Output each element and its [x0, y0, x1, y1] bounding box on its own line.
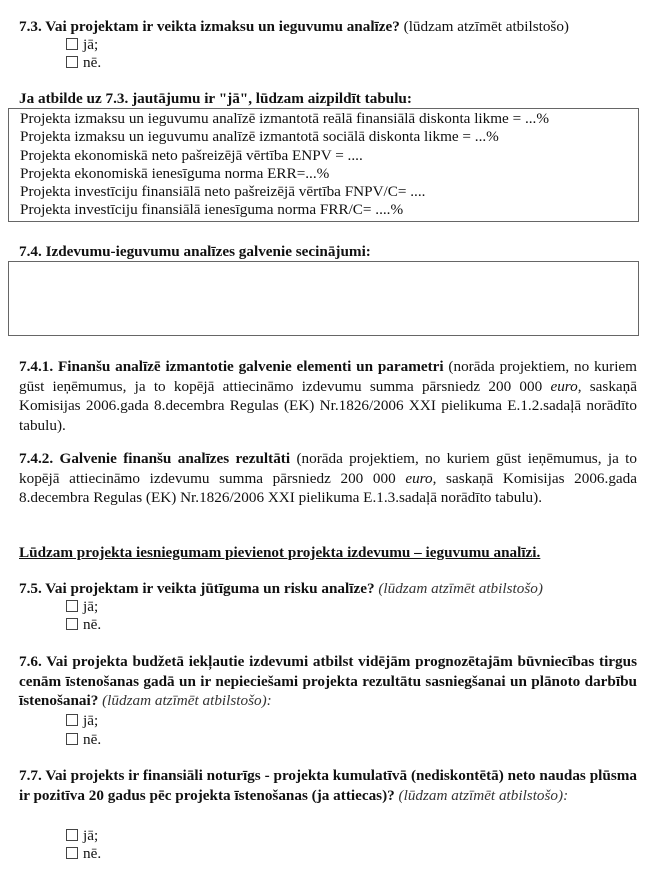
q75-option-no[interactable] — [66, 616, 101, 634]
question-7-5-hint: (lūdzam atzīmēt atbilstošo) — [374, 580, 543, 597]
option-label: jā; — [83, 598, 99, 615]
q76-option-yes[interactable] — [66, 712, 98, 730]
checkbox-icon[interactable] — [66, 829, 78, 841]
option-label: nē. — [83, 616, 102, 633]
section-7-4-1 — [19, 357, 637, 435]
q73-option-yes[interactable] — [66, 36, 98, 54]
checkbox-icon[interactable] — [66, 38, 78, 50]
option-label: nē. — [83, 54, 102, 71]
question-7-3-title: 7.3. Vai projektam ir veikta izmaksu un ieguvumu analīze? — [19, 18, 400, 35]
attach-analysis-notice: Lūdzam projekta iesniegumam pievienot projekta izdevumu – ieguvumu analīzi. — [19, 544, 541, 561]
q76-option-no[interactable] — [66, 731, 101, 749]
table-row[interactable]: Projekta investīciju finansiālā neto pašreizējā vērtība FNPV/C= .... — [20, 183, 426, 201]
question-7-6 — [19, 652, 637, 711]
question-7-3 — [19, 18, 639, 36]
section-7-4-2-text-end: , saskaņā Komisijas 2006.gada 8.decembra Regulas (EK) Nr.1826/2006 XXI pielikuma E.1.3.sadaļā norādīto tabulu). — [19, 469, 637, 506]
section-7-4-1-text: (norāda projektiem, no kuriem gūst ieņēmumus, ja to kopējā attiecināmo izdevumu summa pārsniedz 200 000 — [19, 358, 637, 395]
checkbox-icon[interactable] — [66, 56, 78, 68]
table-row[interactable]: Projekta izmaksu un ieguvumu analīzē izmantotā sociālā diskonta likme = ...% — [20, 128, 499, 146]
option-label: jā; — [83, 827, 99, 844]
section-7-4-2-text: (norāda projektiem, no kuriem gūst ieņēmumus, ja to kopējā attiecināmo izdevumu summa pārsniedz 200 000 — [19, 450, 637, 487]
question-7-7-title: 7.7. Vai projekts ir finansiāli noturīgs - projekta kumulatīvā (nediskontētā) neto naudas plūsma ir pozitīva 20 gadus pēc projekta īstenošanas (ja attiecas)? — [19, 767, 637, 804]
euro-text: euro — [550, 377, 578, 395]
question-7-7-hint: (lūdzam atzīmēt atbilstošo): — [394, 786, 569, 804]
q77-option-yes[interactable] — [66, 827, 98, 845]
indicators-table — [8, 108, 639, 222]
question-7-6-title: 7.6. Vai projekta budžetā iekļautie izdevumi atbilst vidējām prognozētajām būvniecības tirgus cenām īstenošanas gadā un ir nepieciešami projekta rezultātu sasniegšanai un plānoto darbību īstenošanai? — [19, 653, 637, 709]
q75-option-yes[interactable] — [66, 598, 98, 616]
section-7-4-1-title: 7.4.1. Finanšu analīzē izmantotie galvenie elementi un parametri — [19, 358, 444, 375]
conclusions-textarea[interactable] — [8, 261, 639, 336]
q77-option-no[interactable] — [66, 845, 101, 863]
table-row[interactable]: Projekta ekonomiskā ienesīguma norma ERR=...% — [20, 164, 330, 182]
table-row[interactable]: Projekta izmaksu un ieguvumu analīzē izmantotā reālā finansiālā diskonta likme = ...% — [20, 110, 549, 127]
table-row[interactable]: Projekta ekonomiskā neto pašreizējā vērtība ENPV = .... — [20, 146, 363, 164]
section-7-4-2-title: 7.4.2. Galvenie finanšu analīzes rezultāti — [19, 450, 291, 467]
euro-text: euro — [405, 469, 433, 487]
option-label: nē. — [83, 731, 102, 748]
question-7-5 — [19, 580, 639, 598]
checkbox-icon[interactable] — [66, 618, 78, 630]
q73-option-no[interactable] — [66, 54, 101, 72]
option-label: nē. — [83, 845, 102, 862]
question-7-4-title: 7.4. Izdevumu-ieguvumu analīzes galvenie secinājumi: — [19, 243, 371, 260]
question-7-3-hint: (lūdzam atzīmēt atbilstošo) — [399, 18, 569, 35]
option-label: jā; — [83, 36, 99, 53]
option-label: jā; — [83, 712, 99, 729]
table-row[interactable]: Projekta investīciju finansiālā ienesīguma norma FRR/C= ....% — [20, 201, 404, 219]
checkbox-icon[interactable] — [66, 733, 78, 745]
checkbox-icon[interactable] — [66, 714, 78, 726]
question-7-7 — [19, 766, 637, 805]
section-7-4-1-text-end: , saskaņā Komisijas 2006.gada 8.decembra Regulas (EK) Nr.1826/2006 XXI pielikuma E.1.2.sadaļā norādīto tabulu). — [19, 377, 638, 434]
checkbox-icon[interactable] — [66, 847, 78, 859]
table-heading: Ja atbilde uz 7.3. jautājumu ir "jā", lūdzam aizpildīt tabulu: — [19, 90, 412, 107]
section-7-4-2 — [19, 449, 637, 508]
checkbox-icon[interactable] — [66, 600, 78, 612]
question-7-6-hint: (lūdzam atzīmēt atbilstošo): — [98, 692, 272, 709]
question-7-5-title: 7.5. Vai projektam ir veikta jūtīguma un risku analīze? — [19, 580, 375, 597]
